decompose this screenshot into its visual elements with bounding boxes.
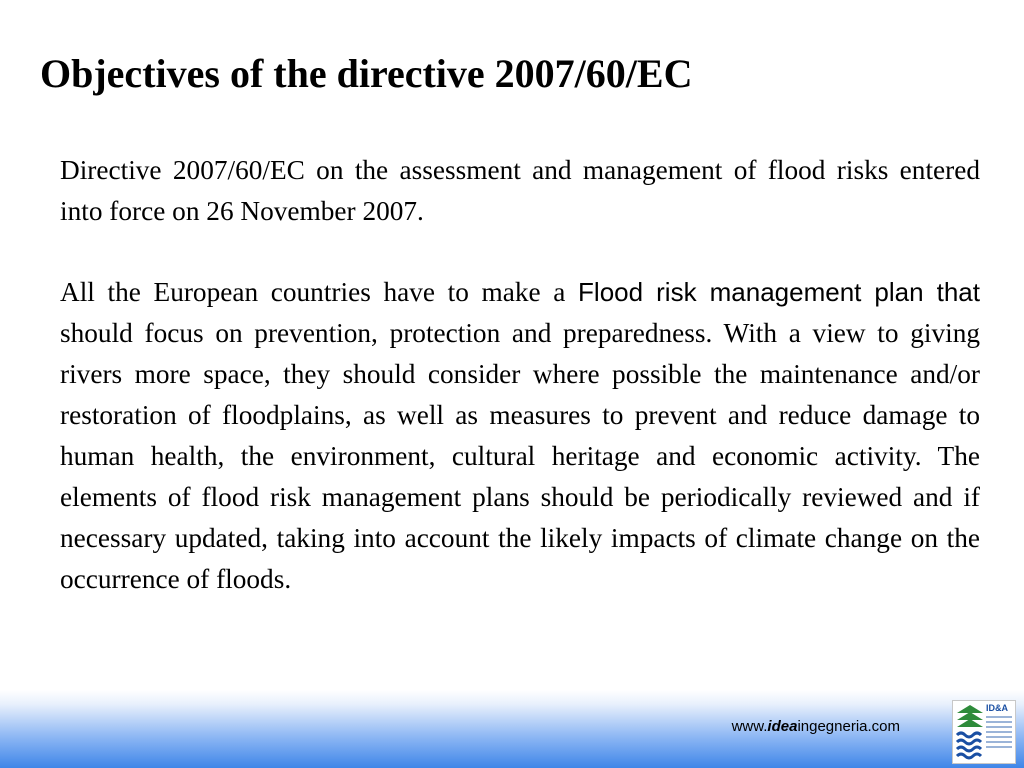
slide-body: [60, 150, 980, 600]
idea-logo-icon: [955, 703, 985, 761]
footer-url-bold: idea: [767, 718, 798, 735]
slide-title: Objectives of the directive 2007/60/EC: [40, 51, 693, 96]
footer-url-suffix: ingegneria.com: [797, 718, 900, 735]
paragraph-rest: should focus on prevention, protection and preparedness. With a view to giving rivers more space, they should consider where possible the maintenance and/or restoration of floodplains, as well as measures to prevent and reduce damage to human health, the environment, cultural heritage and economic activity. The elements of flood risk management plans should be periodically reviewed and if necessary updated, taking into account the likely impacts of climate change on the occurrence of floods.: [60, 318, 980, 594]
footer-url[interactable]: [732, 717, 900, 737]
logo-fine-print: [986, 716, 1012, 751]
company-logo: [952, 700, 1016, 764]
paragraph-flood-plan: [60, 272, 980, 600]
paragraph-directive-intro: Directive 2007/60/EC on the assessment and management of flood risks entered into force on 26 November 2007.: [60, 155, 980, 226]
flood-plan-highlight: Flood risk management plan that: [578, 277, 980, 307]
paragraph-lead: All the European countries have to make a: [60, 277, 579, 307]
footer-url-prefix: www.: [731, 718, 768, 735]
logo-label: ID&A: [986, 703, 1008, 713]
